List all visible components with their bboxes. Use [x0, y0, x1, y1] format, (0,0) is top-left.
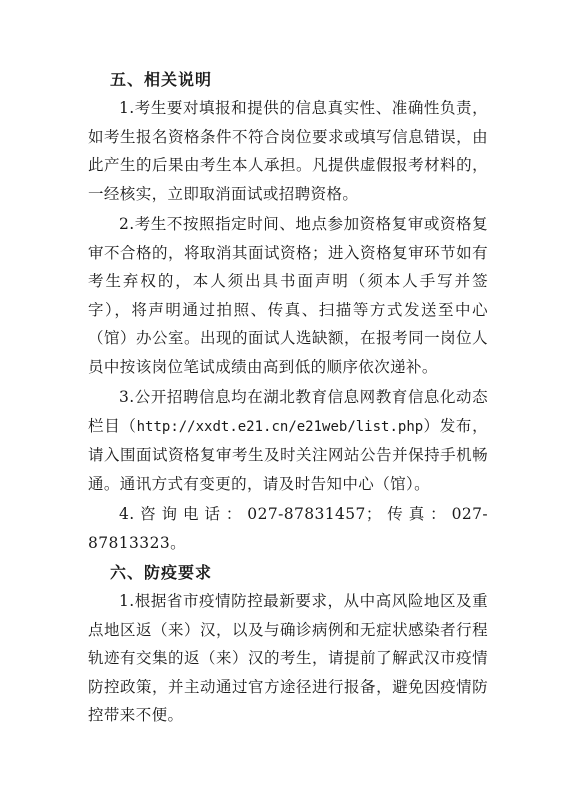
paragraph-contact: 4.咨询电话：027-87831457；传真：027-87813323。: [88, 505, 488, 552]
section-heading-related-notes: 五、相关说明: [110, 70, 213, 89]
note-3-text-start: 3.公开招聘信息均在湖北教育信息网教育信息化动态栏目（: [88, 388, 488, 435]
document-body: [88, 66, 488, 732]
paragraph-note-2: 2.考生不按照指定时间、地点参加资格复审或资格复审不合格的，将取消其面试资格；进入资格复审环节如有考生弃权的，本人须出具书面声明（须本人手写并签字），将声明通过拍照、传真、扫描等方式发送至中心（馆）办公室。出现的面试人选缺额，在报考同一岗位人员中按该岗位笔试成绩由高到低的顺序依次递补。: [88, 215, 488, 376]
paragraph-note-3: [88, 383, 488, 498]
paragraph-note-1: 1.考生要对填报和提供的信息真实性、准确性负责，如考生报名资格条件不符合岗位要求或填写信息错误，由此产生的后果由考生本人承担。凡提供虚假报考材料的，一经核实，立即取消面试或招聘资格。: [88, 99, 488, 203]
paragraph-epidemic-1: 1.根据省市疫情防控最新要求，从中高风险地区及重点地区返（来）汉，以及与确诊病例和无症状感染者行程轨迹有交集的返（来）汉的考生，请提前了解武汉市疫情防控政策，并主动通过官方途径进行报备，避免因疫情防控带来不便。: [88, 592, 488, 724]
website-url: http://xxdt.e21.cn/e21web/list.php: [136, 418, 424, 435]
note-3-text-end: ）发布，请入围面试资格复审考生及时关注网站公告并保持手机畅通。通讯方式有变更的，请及时告知中心（馆）。: [88, 416, 488, 493]
section-heading-epidemic-requirements: 六、防疫要求: [110, 563, 213, 582]
